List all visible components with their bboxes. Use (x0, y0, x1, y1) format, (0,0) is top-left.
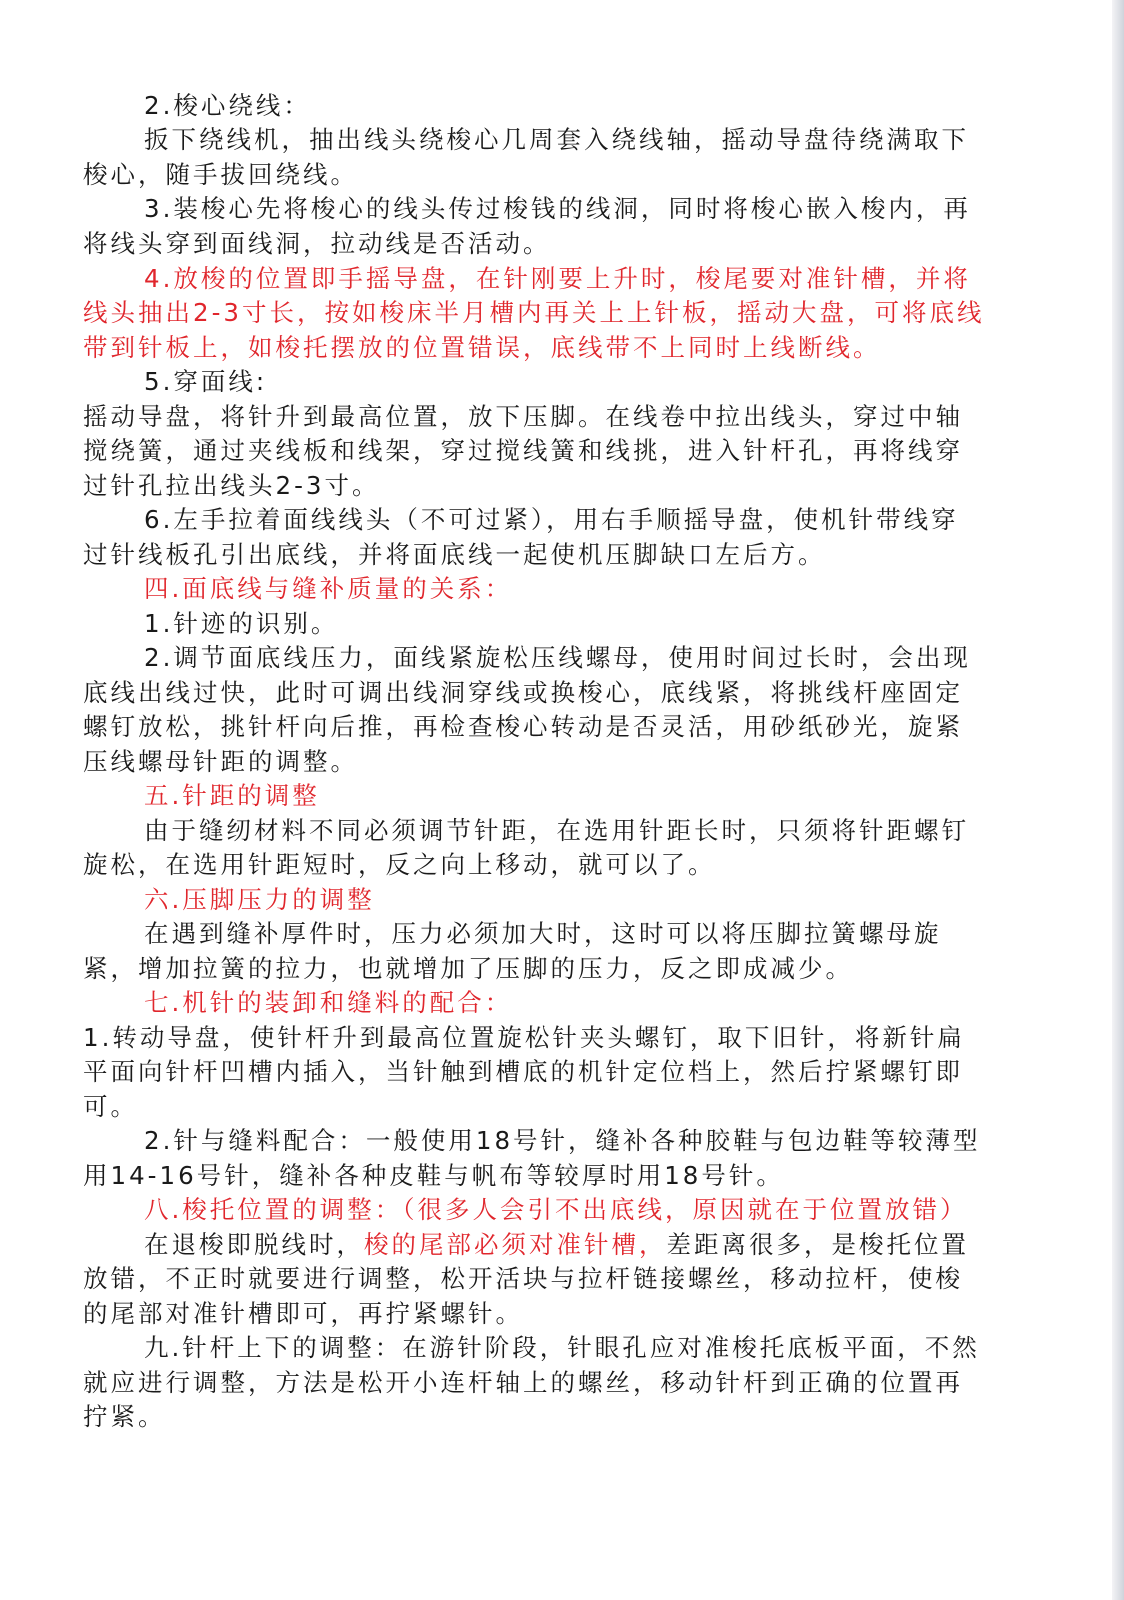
text-line-red: 线头抽出2-3寸长，按如梭床半月槽内再关上上针板，摇动大盘，可将底线 (83, 298, 985, 327)
text-line: 在遇到缝补厚件时，压力必须加大时，这时可以将压脚拉簧螺母旋 (144, 919, 942, 948)
text-line: 平面向针杆凹槽内插入，当针触到槽底的机针定位档上，然后拧紧螺钉即 (83, 1057, 963, 1086)
text-line: 梭心，随手拔回绕线。 (83, 160, 358, 189)
text-line: 用14-16号针，缝补各种皮鞋与帆布等较厚时用18号针。 (83, 1161, 784, 1190)
text-line: 九.针杆上下的调整：在游针阶段，针眼孔应对准梭托底板平面，不然 (144, 1333, 980, 1362)
section-heading: 八.梭托位置的调整：（很多人会引不出底线，原因就在于位置放错） (144, 1195, 968, 1224)
section-heading: 五.针距的调整 (144, 781, 320, 810)
text-line-red: 带到针板上，如梭托摆放的位置错误，底线带不上同时上线断线。 (83, 333, 881, 362)
text-line: 6.左手拉着面线线头（不可过紧），用右手顺摇导盘，使机针带线穿 (144, 505, 959, 534)
text-line: 摇动导盘，将针升到最高位置，放下压脚。在线卷中拉出线头，穿过中轴 (83, 402, 963, 431)
text-line: 拧紧。 (83, 1402, 166, 1431)
text-line: 压线螺母针距的调整。 (83, 747, 358, 776)
text-line: 2.梭心绕线： (144, 91, 311, 120)
text-line-red: 4.放梭的位置即手摇导盘，在针刚要上升时，梭尾要对准针槽，并将 (144, 264, 971, 293)
section-heading: 四.面底线与缝补质量的关系： (144, 574, 513, 603)
text-line: 2.调节面底线压力，面线紧旋松压线螺母，使用时间过长时，会出现 (144, 643, 971, 672)
text-line: 过针孔拉出线头2-3寸。 (83, 471, 380, 500)
text-line: 的尾部对准针槽即可，再拧紧螺针。 (83, 1299, 523, 1328)
text-line: 2.针与缝料配合：一般使用18号针，缝补各种胶鞋与包边鞋等较薄型 (144, 1126, 981, 1155)
section-heading: 七.机针的装卸和缝料的配合： (144, 988, 513, 1017)
text-line: 将线头穿到面线洞，拉动线是否活动。 (83, 229, 551, 258)
text-line: 扳下绕线机，抽出线头绕梭心几周套入绕线轴，摇动导盘待绕满取下 (144, 125, 969, 154)
text-line: 可。 (83, 1092, 138, 1121)
text-segment: 差距离很多，是梭托位置 (666, 1230, 969, 1259)
text-line: 紧，增加拉簧的拉力，也就增加了压脚的压力，反之即成减少。 (83, 954, 853, 983)
text-segment-red: 梭的尾部必须对准针槽， (364, 1230, 667, 1259)
text-line: 过针线板孔引出底线，并将面底线一起使机压脚缺口左后方。 (83, 540, 826, 569)
text-segment: 在退梭即脱线时， (144, 1230, 364, 1259)
text-line: 旋松，在选用针距短时，反之向上移动，就可以了。 (83, 850, 716, 879)
text-line: 由于缝纫材料不同必须调节针距，在选用针距长时，只须将针距螺钉 (144, 816, 969, 845)
text-line: 搅绕簧，通过夹线板和线架，穿过搅线簧和线挑，进入针杆孔，再将线穿 (83, 436, 963, 465)
section-heading: 六.压脚压力的调整 (144, 885, 375, 914)
text-line: 1.转动导盘，使针杆升到最高位置旋松针夹头螺钉，取下旧针，将新针扁 (83, 1023, 965, 1052)
text-line: 底线出线过快，此时可调出线洞穿线或换梭心，底线紧，将挑线杆座固定 (83, 678, 963, 707)
text-line: 就应进行调整，方法是松开小连杆轴上的螺丝，移动针杆到正确的位置再 (83, 1368, 963, 1397)
page-edge (1112, 0, 1124, 1600)
text-line: 1.针迹的识别。 (144, 609, 339, 638)
text-line: 3.装梭心先将梭心的线头传过梭钱的线洞，同时将梭心嵌入梭内，再 (144, 194, 971, 223)
text-line: 5.穿面线: (144, 367, 268, 396)
text-line: 放错，不正时就要进行调整，松开活块与拉杆链接螺丝，移动拉杆，使梭 (83, 1264, 963, 1293)
text-line: 螺钉放松，挑针杆向后推，再检查梭心转动是否灵活，用砂纸砂光，旋紧 (83, 712, 963, 741)
text-line-mixed (144, 1230, 1104, 1260)
